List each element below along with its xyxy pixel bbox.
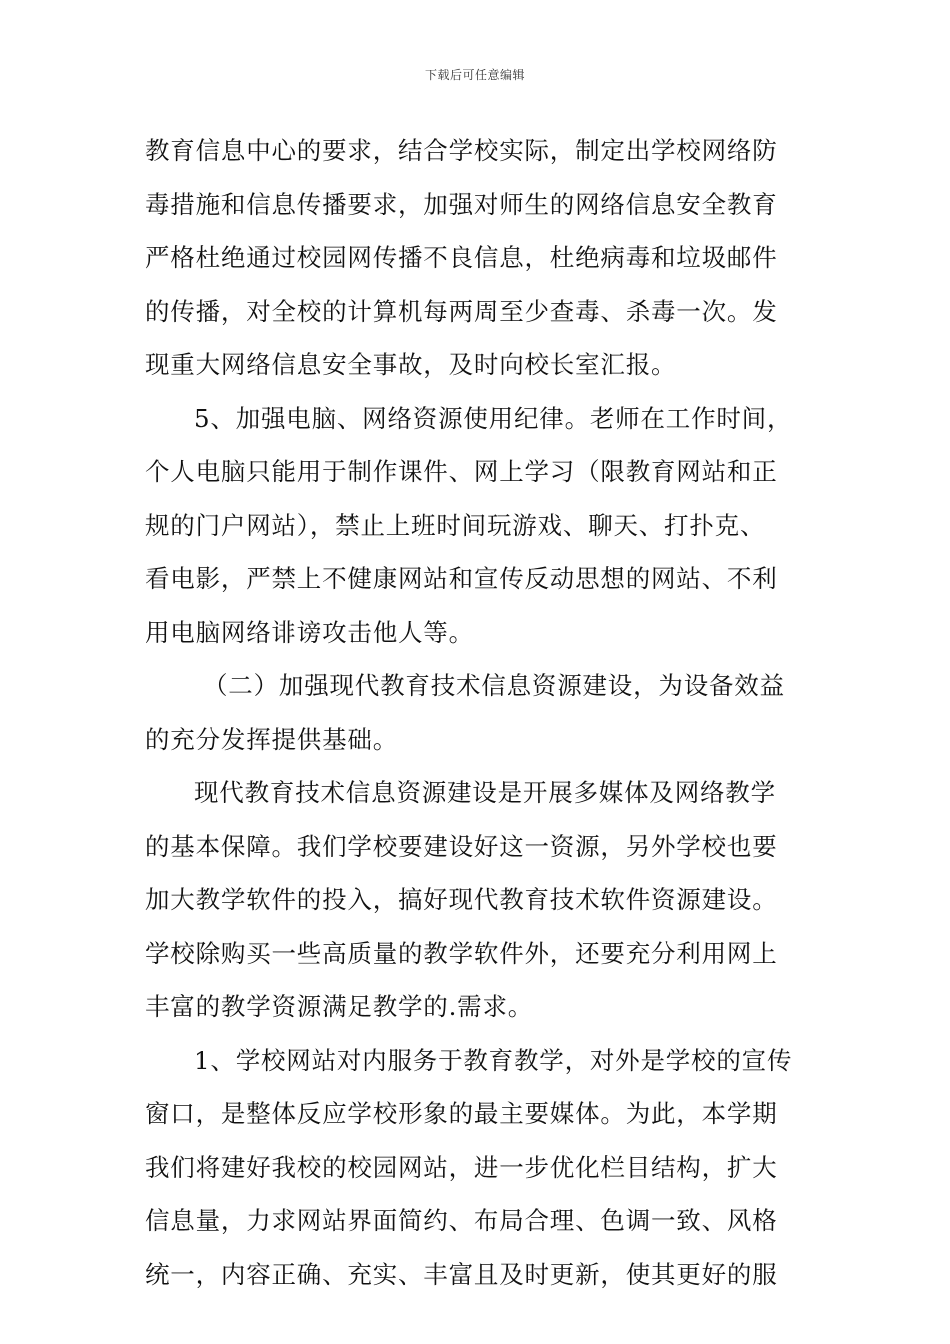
text-line: 窗口，是整体反应学校形象的最主要媒体。为此，本学期	[145, 1099, 778, 1128]
text-line: 毒措施和信息传播要求，加强对师生的网络信息安全教育	[145, 189, 778, 219]
paragraph-start-line: 5、加强电脑、网络资源使用纪律。老师在工作时间，	[194, 403, 793, 433]
text-line: 教育信息中心的要求，结合学校实际，制定出学校网络防	[145, 136, 778, 165]
text-line: 用电脑网络诽谤攻击他人等。	[145, 617, 474, 647]
text-line: 严格杜绝通过校园网传播不良信息，杜绝病毒和垃圾邮件	[145, 243, 778, 272]
text-line: 现重大网络信息安全事故，及时向校长室汇报。	[145, 350, 677, 379]
text-line: 加大教学软件的投入，搞好现代教育技术软件资源建设。	[145, 885, 778, 914]
text-line: 我们将建好我校的校园网站，进一步优化栏目结构，扩大	[145, 1152, 778, 1182]
paragraph-start-line: 现代教育技术信息资源建设是开展多媒体及网络教学	[194, 778, 776, 807]
text-line: 看电影，严禁上不健康网站和宣传反动思想的网站、不利	[145, 564, 778, 593]
text-line: 的充分发挥提供基础。	[145, 724, 398, 754]
text-line: 丰富的教学资源满足教学的.需求。	[145, 992, 534, 1021]
section-heading-line: （二）加强现代教育技术信息资源建设，为设备效益	[203, 671, 785, 700]
text-line: 学校除购买一些高质量的教学软件外，还要充分利用网上	[145, 938, 778, 968]
text-line: 的基本保障。我们学校要建设好这一资源，另外学校也要	[145, 831, 778, 861]
text-line: 的传播，对全校的计算机每两周至少查毒、杀毒一次。发	[145, 296, 778, 326]
text-line: 规的门户网站），禁止上班时间玩游戏、聊天、打扑克、	[145, 510, 766, 540]
text-line: 个人电脑只能用于制作课件、网上学习（限教育网站和正	[145, 457, 778, 486]
text-line: 信息量，力求网站界面简约、布局合理、色调一致、风格	[145, 1206, 778, 1235]
document-body	[145, 124, 810, 1301]
text-line: 统一，内容正确、充实、丰富且及时更新，使其更好的服	[145, 1259, 778, 1289]
page-header: 下载后可任意编辑	[424, 68, 525, 82]
paragraph-start-line: 1、学校网站对内服务于教育教学，对外是学校的宣传	[194, 1045, 793, 1075]
